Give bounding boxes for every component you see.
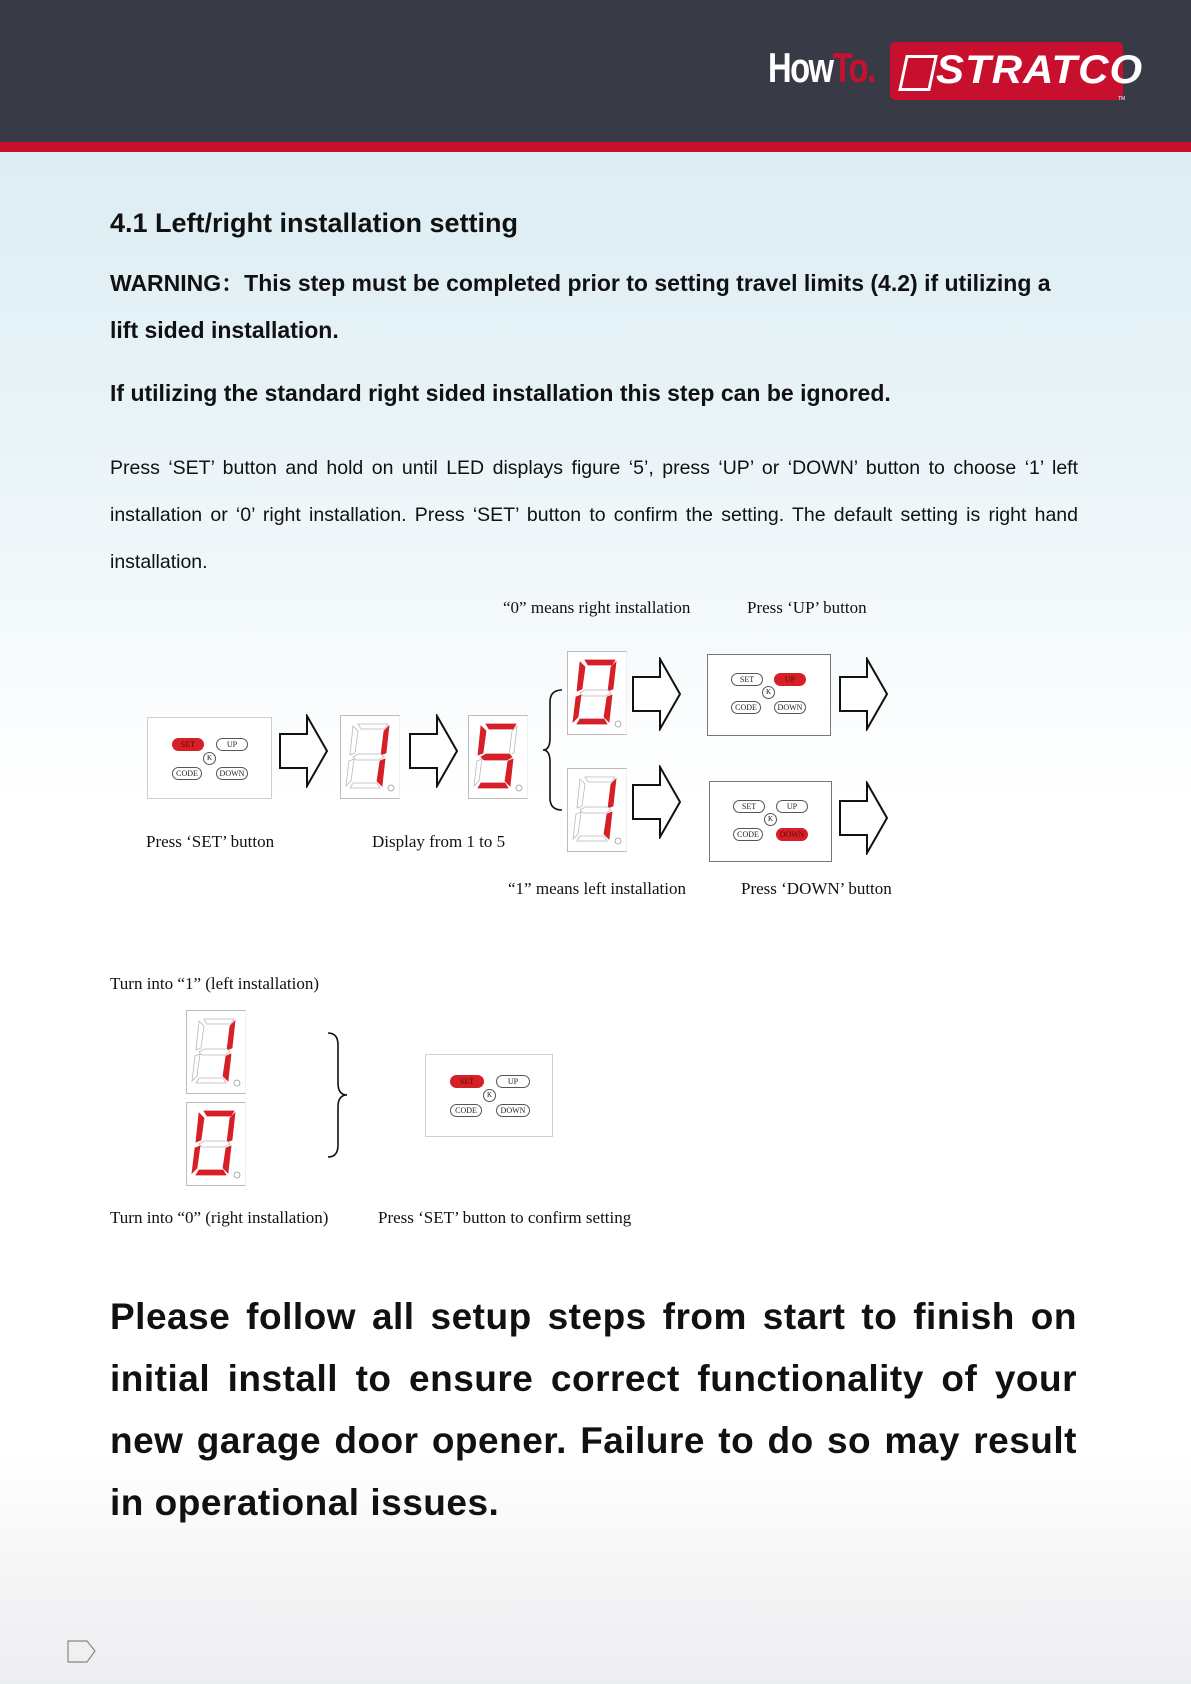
- keypad-down-button: DOWN: [776, 828, 808, 841]
- right-arrow-icon: [839, 657, 889, 731]
- right-arrow-icon: [632, 765, 682, 839]
- led-segment: [350, 726, 358, 755]
- led-segment: [196, 1113, 204, 1142]
- led-segment: [580, 690, 611, 696]
- led-decimal-point: [388, 785, 394, 791]
- led-segment: [604, 695, 612, 722]
- led-segment: [358, 724, 388, 729]
- closing-brace-icon: [325, 1031, 349, 1159]
- led-segment: [577, 836, 607, 841]
- led-decimal-point: [234, 1172, 240, 1178]
- led-segment: [377, 759, 385, 786]
- led-segment: [223, 1054, 231, 1081]
- caption-left-meaning: “1” means left installation: [508, 879, 686, 898]
- trademark-text: TM: [1118, 96, 1126, 102]
- keypad-k-knob: K: [203, 752, 216, 765]
- led-segment: [481, 754, 512, 760]
- keypad-code-button: CODE: [172, 767, 202, 780]
- led-segment: [227, 1021, 235, 1050]
- section-title: 4.1 Left/right installation setting: [110, 208, 519, 238]
- brand-how-text: How: [768, 44, 833, 91]
- keypad-set-button: SET: [731, 673, 763, 686]
- led-segment: [196, 1170, 226, 1175]
- led-segment: [608, 779, 616, 808]
- standard-install-note: If utilizing the standard right sided installation this step can be ignored.: [110, 380, 891, 406]
- keypad-k-knob: K: [483, 1089, 496, 1102]
- opening-brace-icon: [542, 688, 566, 812]
- led-segment: [204, 1111, 234, 1116]
- caption-display-range: Display from 1 to 5: [372, 832, 506, 851]
- led-segment: [585, 777, 615, 782]
- led-segment: [505, 759, 513, 786]
- led-segment: [509, 726, 517, 755]
- right-arrow-icon: [839, 781, 889, 855]
- keypad-set-button: SET: [450, 1075, 484, 1088]
- keypad-code-button: CODE: [450, 1104, 482, 1117]
- led-segment: [585, 660, 615, 665]
- led-display-digit: [567, 651, 627, 735]
- caption-press-set: Press ‘SET’ button: [146, 832, 275, 851]
- led-display-digit: [186, 1102, 246, 1186]
- keypad-code-button: CODE: [733, 828, 763, 841]
- led-segment: [196, 1078, 226, 1083]
- led-display-digit: [340, 715, 400, 799]
- led-segment: [204, 1019, 234, 1024]
- keypad-up-button: UP: [774, 673, 806, 686]
- keypad-k-knob: K: [762, 686, 775, 699]
- led-segment: [478, 726, 486, 755]
- led-decimal-point: [615, 838, 621, 844]
- led-segment: [577, 662, 585, 691]
- led-decimal-point: [234, 1080, 240, 1086]
- led-segment: [381, 726, 389, 755]
- instructions-paragraph: Press ‘SET’ button and hold on until LED displays figure ‘5’, press ‘UP’ or ‘DOWN’ button to choose ‘1’ left installation or ‘0’ right installation. Press ‘SET’ button to confirm the setting. The default setting is right hand installation.: [110, 457, 1078, 573]
- led-segment: [223, 1146, 231, 1173]
- caption-turn-right: Turn into “0” (right installation): [110, 1208, 329, 1227]
- led-decimal-point: [516, 785, 522, 791]
- keypad-set-button: SET: [172, 738, 204, 751]
- keypad-up-button: UP: [496, 1075, 530, 1088]
- led-segment: [573, 695, 581, 722]
- page-tab-icon: [67, 1640, 97, 1664]
- led-segment: [577, 719, 607, 724]
- caption-turn-left: Turn into “1” (left installation): [110, 974, 320, 993]
- led-segment: [577, 779, 585, 808]
- keypad-down-highlight: [709, 781, 832, 862]
- stratco-mark-icon: [898, 55, 938, 91]
- keypad-down-button: DOWN: [774, 701, 806, 714]
- led-segment: [199, 1049, 230, 1055]
- keypad-down-button: DOWN: [216, 767, 248, 780]
- keypad-set-highlight: [147, 717, 272, 799]
- led-segment: [196, 1021, 204, 1050]
- led-segment: [604, 812, 612, 839]
- led-segment: [478, 783, 508, 788]
- page-header: [0, 0, 1191, 142]
- led-decimal-point: [615, 721, 621, 727]
- led-segment: [199, 1141, 230, 1147]
- led-segment: [474, 759, 482, 786]
- right-arrow-icon: [409, 714, 459, 788]
- closing-statement: Please follow all setup steps from start to finish on initial install to ensure correct functionality of your new garage door opener. Failure to do so may result in operational issues.: [110, 1296, 1077, 1523]
- led-display-digit: [468, 715, 528, 799]
- led-segment: [192, 1146, 200, 1173]
- led-segment: [227, 1113, 235, 1142]
- brand-to-text: To.: [832, 44, 875, 91]
- led-segment: [608, 662, 616, 691]
- keypad-down-button: DOWN: [496, 1104, 530, 1117]
- howto-logo: [768, 44, 874, 92]
- header-red-stripe: [0, 142, 1191, 152]
- right-arrow-icon: [279, 714, 329, 788]
- led-segment: [192, 1054, 200, 1081]
- keypad-set-button: SET: [733, 800, 765, 813]
- warning-text: WARNING：This step must be completed prior to setting travel limits (4.2) if utilizing a lift sided installation.: [110, 270, 1051, 343]
- caption-confirm: Press ‘SET’ button to confirm setting: [378, 1208, 632, 1227]
- keypad-up-button: UP: [216, 738, 248, 751]
- led-segment: [486, 724, 516, 729]
- keypad-up-highlight: [707, 654, 831, 736]
- stratco-logo-text: STRATCO: [936, 48, 1144, 92]
- caption-press-up: Press ‘UP’ button: [747, 598, 867, 617]
- led-display-digit: [567, 768, 627, 852]
- led-segment: [353, 754, 384, 760]
- caption-right-meaning: “0” means right installation: [503, 598, 691, 617]
- led-segment: [346, 759, 354, 786]
- keypad-code-button: CODE: [731, 701, 761, 714]
- led-segment: [580, 807, 611, 813]
- led-segment: [573, 812, 581, 839]
- keypad-confirm-set: [425, 1054, 553, 1137]
- led-segment: [350, 783, 380, 788]
- right-arrow-icon: [632, 657, 682, 731]
- led-display-digit: [186, 1010, 246, 1094]
- caption-press-down: Press ‘DOWN’ button: [741, 879, 892, 898]
- keypad-up-button: UP: [776, 800, 808, 813]
- keypad-k-knob: K: [764, 813, 777, 826]
